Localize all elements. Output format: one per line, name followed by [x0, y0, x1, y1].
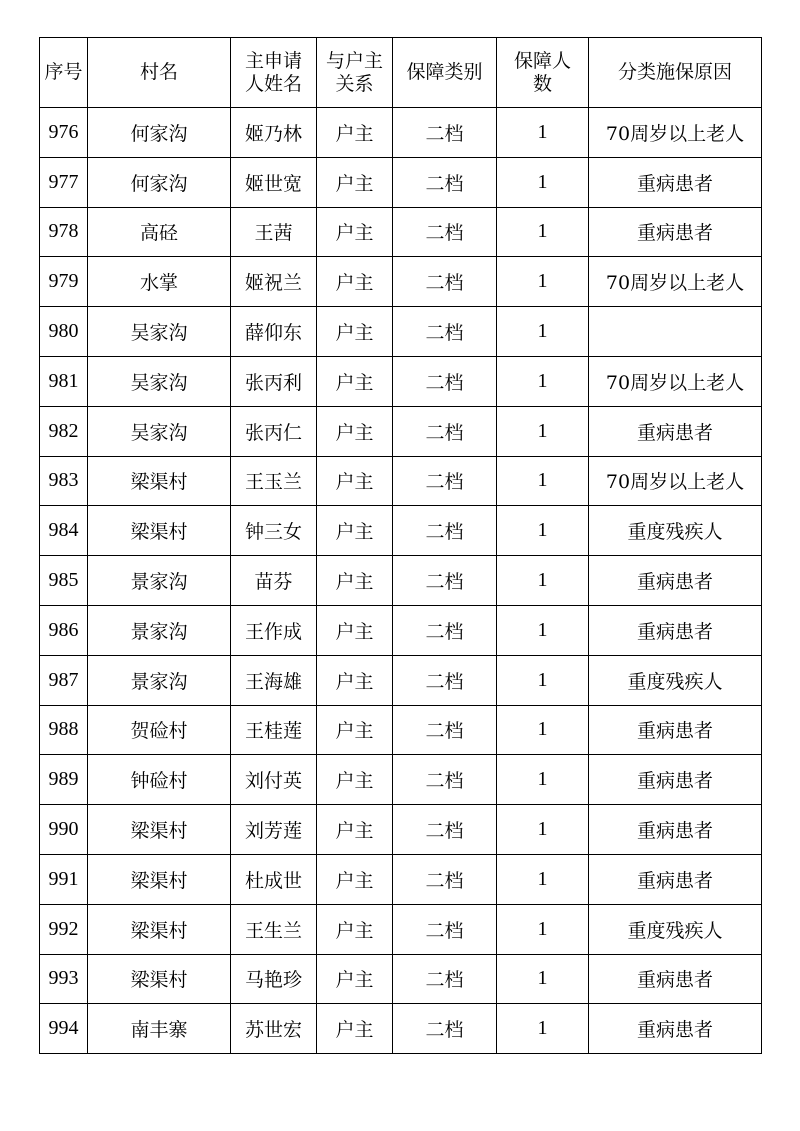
- cell-relation: 户主: [317, 157, 393, 207]
- cell-applicant-name: 薛仰东: [231, 307, 317, 357]
- table-row: [40, 307, 762, 357]
- table-row: [40, 755, 762, 805]
- cell-relation: 户主: [317, 655, 393, 705]
- cell-applicant-name: 苗芬: [231, 556, 317, 606]
- cell-village: 何家沟: [88, 108, 231, 158]
- cell-village: 梁渠村: [88, 506, 231, 556]
- table-row: [40, 705, 762, 755]
- cell-count: 1: [497, 1004, 589, 1054]
- cell-applicant-name: 刘芳莲: [231, 805, 317, 855]
- table-row: [40, 257, 762, 307]
- cell-relation: 户主: [317, 356, 393, 406]
- cell-reason: 重病患者: [589, 207, 762, 257]
- cell-category: 二档: [393, 904, 497, 954]
- cell-count: 1: [497, 506, 589, 556]
- cell-category: 二档: [393, 655, 497, 705]
- cell-village: 梁渠村: [88, 805, 231, 855]
- cell-category: 二档: [393, 556, 497, 606]
- header-category: 保障类别: [393, 38, 497, 108]
- cell-applicant-name: 姬乃林: [231, 108, 317, 158]
- cell-relation: 户主: [317, 456, 393, 506]
- cell-category: 二档: [393, 108, 497, 158]
- cell-category: 二档: [393, 356, 497, 406]
- cell-reason: 重病患者: [589, 406, 762, 456]
- cell-village: 梁渠村: [88, 456, 231, 506]
- cell-reason: [589, 307, 762, 357]
- cell-applicant-name: 刘付英: [231, 755, 317, 805]
- cell-seq: 985: [40, 556, 88, 606]
- cell-category: 二档: [393, 1004, 497, 1054]
- cell-category: 二档: [393, 755, 497, 805]
- cell-applicant-name: 王茜: [231, 207, 317, 257]
- cell-applicant-name: 王桂莲: [231, 705, 317, 755]
- cell-reason: 重病患者: [589, 755, 762, 805]
- header-village: 村名: [88, 38, 231, 108]
- cell-category: 二档: [393, 705, 497, 755]
- table-body: [40, 108, 762, 1054]
- cell-applicant-name: 王玉兰: [231, 456, 317, 506]
- cell-count: 1: [497, 954, 589, 1004]
- cell-reason: 重病患者: [589, 854, 762, 904]
- cell-reason: 重病患者: [589, 605, 762, 655]
- cell-village: 吴家沟: [88, 307, 231, 357]
- table-row: [40, 207, 762, 257]
- cell-village: 梁渠村: [88, 904, 231, 954]
- cell-relation: 户主: [317, 506, 393, 556]
- cell-relation: 户主: [317, 954, 393, 1004]
- table-row: [40, 954, 762, 1004]
- cell-count: 1: [497, 904, 589, 954]
- header-count-line2: 数: [532, 72, 552, 95]
- cell-count: 1: [497, 307, 589, 357]
- table-row: [40, 605, 762, 655]
- cell-reason: 重病患者: [589, 705, 762, 755]
- cell-relation: 户主: [317, 207, 393, 257]
- cell-relation: 户主: [317, 556, 393, 606]
- table-row: [40, 506, 762, 556]
- cell-relation: 户主: [317, 1004, 393, 1054]
- cell-reason: 重病患者: [589, 954, 762, 1004]
- cell-applicant-name: 王作成: [231, 605, 317, 655]
- cell-count: 1: [497, 207, 589, 257]
- welfare-roster-table: [39, 37, 762, 1054]
- table-row: [40, 805, 762, 855]
- cell-seq: 979: [40, 257, 88, 307]
- cell-applicant-name: 苏世宏: [231, 1004, 317, 1054]
- cell-category: 二档: [393, 207, 497, 257]
- cell-category: 二档: [393, 805, 497, 855]
- cell-reason: 重病患者: [589, 805, 762, 855]
- cell-category: 二档: [393, 605, 497, 655]
- cell-relation: 户主: [317, 605, 393, 655]
- table-row: [40, 854, 762, 904]
- table-header: [40, 38, 762, 108]
- cell-count: 1: [497, 854, 589, 904]
- cell-count: 1: [497, 356, 589, 406]
- cell-seq: 992: [40, 904, 88, 954]
- cell-count: 1: [497, 456, 589, 506]
- cell-reason: 重病患者: [589, 1004, 762, 1054]
- cell-count: 1: [497, 805, 589, 855]
- table-row: [40, 556, 762, 606]
- cell-count: 1: [497, 605, 589, 655]
- cell-seq: 984: [40, 506, 88, 556]
- cell-relation: 户主: [317, 705, 393, 755]
- table-row: [40, 406, 762, 456]
- cell-village: 水掌: [88, 257, 231, 307]
- cell-seq: 994: [40, 1004, 88, 1054]
- cell-count: 1: [497, 755, 589, 805]
- cell-village: 吴家沟: [88, 356, 231, 406]
- cell-category: 二档: [393, 456, 497, 506]
- cell-reason: 70周岁以上老人: [589, 356, 762, 406]
- table-row: [40, 904, 762, 954]
- cell-relation: 户主: [317, 406, 393, 456]
- cell-reason: 重病患者: [589, 157, 762, 207]
- cell-category: 二档: [393, 406, 497, 456]
- cell-category: 二档: [393, 307, 497, 357]
- cell-seq: 988: [40, 705, 88, 755]
- cell-village: 何家沟: [88, 157, 231, 207]
- cell-count: 1: [497, 655, 589, 705]
- cell-reason: 重病患者: [589, 556, 762, 606]
- cell-seq: 993: [40, 954, 88, 1004]
- cell-seq: 983: [40, 456, 88, 506]
- cell-seq: 977: [40, 157, 88, 207]
- cell-applicant-name: 张丙利: [231, 356, 317, 406]
- header-relation-line1: 与户主: [325, 49, 383, 72]
- header-reason: 分类施保原因: [589, 38, 762, 108]
- cell-category: 二档: [393, 157, 497, 207]
- cell-count: 1: [497, 157, 589, 207]
- cell-relation: 户主: [317, 805, 393, 855]
- cell-seq: 976: [40, 108, 88, 158]
- table-row: [40, 1004, 762, 1054]
- header-relation: [317, 38, 393, 108]
- cell-count: 1: [497, 108, 589, 158]
- cell-reason: 70周岁以上老人: [589, 456, 762, 506]
- cell-relation: 户主: [317, 904, 393, 954]
- table-row: [40, 356, 762, 406]
- cell-applicant-name: 王生兰: [231, 904, 317, 954]
- cell-relation: 户主: [317, 257, 393, 307]
- header-count-line1: 保障人: [513, 49, 571, 72]
- cell-applicant-name: 钟三女: [231, 506, 317, 556]
- cell-relation: 户主: [317, 108, 393, 158]
- cell-count: 1: [497, 406, 589, 456]
- cell-reason: 重度残疾人: [589, 506, 762, 556]
- cell-category: 二档: [393, 954, 497, 1004]
- cell-count: 1: [497, 556, 589, 606]
- cell-reason: 重度残疾人: [589, 904, 762, 954]
- cell-relation: 户主: [317, 307, 393, 357]
- cell-applicant-name: 王海雄: [231, 655, 317, 705]
- cell-reason: 70周岁以上老人: [589, 257, 762, 307]
- header-count: [497, 38, 589, 108]
- cell-applicant-name: 姬祝兰: [231, 257, 317, 307]
- cell-relation: 户主: [317, 854, 393, 904]
- cell-reason: 70周岁以上老人: [589, 108, 762, 158]
- header-row: [40, 38, 762, 108]
- header-relation-line2: 关系: [335, 72, 374, 95]
- cell-village: 景家沟: [88, 556, 231, 606]
- cell-count: 1: [497, 705, 589, 755]
- cell-seq: 989: [40, 755, 88, 805]
- cell-village: 南丰寨: [88, 1004, 231, 1054]
- cell-village: 吴家沟: [88, 406, 231, 456]
- header-applicant: [231, 38, 317, 108]
- cell-category: 二档: [393, 257, 497, 307]
- cell-seq: 978: [40, 207, 88, 257]
- cell-relation: 户主: [317, 755, 393, 805]
- cell-village: 贺硷村: [88, 705, 231, 755]
- header-applicant-line2: 人姓名: [244, 72, 302, 95]
- table-row: [40, 456, 762, 506]
- cell-village: 梁渠村: [88, 854, 231, 904]
- cell-seq: 990: [40, 805, 88, 855]
- cell-seq: 980: [40, 307, 88, 357]
- table-row: [40, 655, 762, 705]
- cell-village: 景家沟: [88, 655, 231, 705]
- cell-village: 高硁: [88, 207, 231, 257]
- cell-category: 二档: [393, 854, 497, 904]
- cell-village: 钟硷村: [88, 755, 231, 805]
- cell-seq: 987: [40, 655, 88, 705]
- cell-category: 二档: [393, 506, 497, 556]
- header-applicant-line1: 主申请: [244, 49, 302, 72]
- table-row: [40, 108, 762, 158]
- cell-seq: 991: [40, 854, 88, 904]
- header-seq: 序号: [40, 38, 88, 108]
- cell-seq: 981: [40, 356, 88, 406]
- cell-applicant-name: 姬世宽: [231, 157, 317, 207]
- cell-seq: 982: [40, 406, 88, 456]
- cell-applicant-name: 马艳珍: [231, 954, 317, 1004]
- cell-village: 梁渠村: [88, 954, 231, 1004]
- cell-count: 1: [497, 257, 589, 307]
- cell-reason: 重度残疾人: [589, 655, 762, 705]
- cell-village: 景家沟: [88, 605, 231, 655]
- cell-applicant-name: 张丙仁: [231, 406, 317, 456]
- cell-applicant-name: 杜成世: [231, 854, 317, 904]
- table-row: [40, 157, 762, 207]
- cell-seq: 986: [40, 605, 88, 655]
